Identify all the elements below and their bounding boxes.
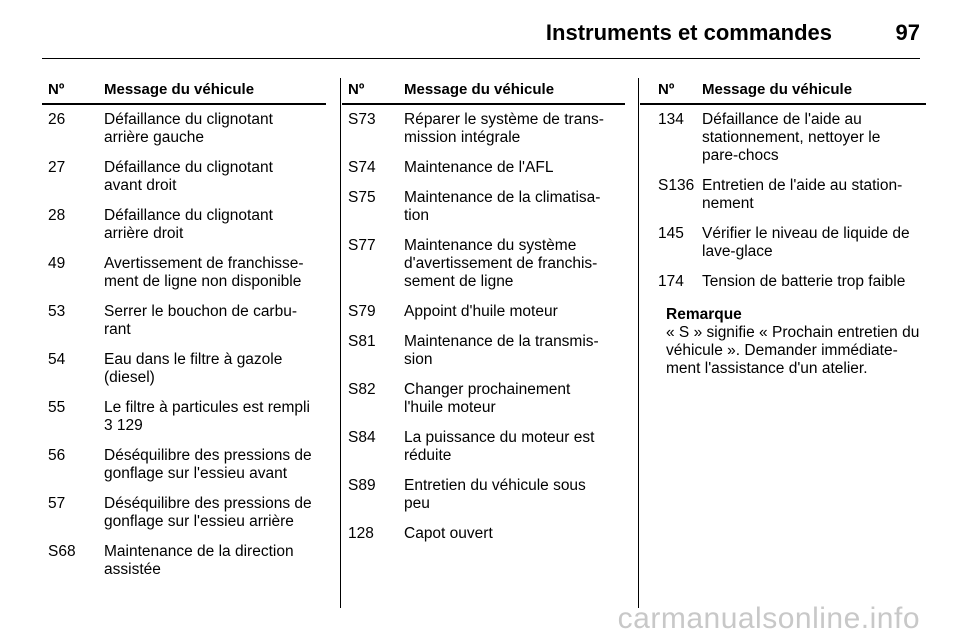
row-message: Eau dans le filtre à gazole (diesel) xyxy=(104,351,283,386)
row-message: Maintenance de l'AFL xyxy=(404,159,554,176)
row-message: Défaillance du clignotant arrière gauche xyxy=(104,111,273,146)
table-row xyxy=(342,111,625,147)
row-message: Le filtre à particules est rempli 3 129 xyxy=(104,399,310,434)
table-row xyxy=(640,111,926,165)
table-row xyxy=(42,447,326,483)
table-row xyxy=(42,111,326,147)
row-message: Défaillance du clignotant arrière droit xyxy=(104,207,273,242)
table-row xyxy=(342,333,625,369)
row-number: 26 xyxy=(48,111,66,128)
table-row xyxy=(342,429,625,465)
row-number: S84 xyxy=(348,429,376,446)
row-message: Défaillance de l'aide au stationnement, nettoyer le pare-chocs xyxy=(702,111,881,164)
table-row xyxy=(640,273,926,291)
row-number: 57 xyxy=(48,495,66,512)
table-row xyxy=(342,159,625,177)
remark-title: Remarque xyxy=(666,306,742,323)
table-column-1 xyxy=(42,80,326,591)
table-row xyxy=(42,543,326,579)
header-message: Message du véhicule xyxy=(104,81,255,98)
table-row xyxy=(342,525,625,543)
table-row xyxy=(342,303,625,321)
header-message: Message du véhicule xyxy=(702,81,853,98)
row-number: 128 xyxy=(348,525,374,542)
table-row xyxy=(342,189,625,225)
row-message: Vérifier le niveau de liquide de lave-glace xyxy=(702,225,910,260)
row-message: Maintenance du système d'avertissement de franchis- sement de ligne xyxy=(404,237,598,290)
header-number: Nº xyxy=(348,81,365,98)
row-message: Serrer le bouchon de carbu- rant xyxy=(104,303,298,338)
table-row xyxy=(42,207,326,243)
row-number: 56 xyxy=(48,447,66,464)
table-row xyxy=(640,177,926,213)
row-message: Tension de batterie trop faible xyxy=(702,273,906,290)
row-message: La puissance du moteur est réduite xyxy=(404,429,595,464)
row-message: Appoint d'huile moteur xyxy=(404,303,558,320)
row-message: Défaillance du clignotant avant droit xyxy=(104,159,273,194)
row-number: 134 xyxy=(658,111,684,128)
table-header xyxy=(42,80,326,105)
row-number: S68 xyxy=(48,543,76,560)
row-number: 145 xyxy=(658,225,684,242)
row-number: 54 xyxy=(48,351,66,368)
row-number: S136 xyxy=(658,177,695,194)
row-message: Maintenance de la transmis- sion xyxy=(404,333,599,368)
header-number: Nº xyxy=(48,81,65,98)
table-row xyxy=(42,255,326,291)
table-header xyxy=(342,80,625,105)
row-number: 28 xyxy=(48,207,66,224)
row-number: 53 xyxy=(48,303,66,320)
row-number: S81 xyxy=(348,333,376,350)
column-divider xyxy=(340,78,341,608)
row-message: Maintenance de la climatisa- tion xyxy=(404,189,601,224)
row-message: Déséquilibre des pressions de gonflage sur l'essieu avant xyxy=(104,447,312,482)
table-column-3 xyxy=(640,80,926,303)
remark-text: « S » signifie « Prochain entretien du véhicule ». Demander immédiate- ment l'assistance d'un atelier. xyxy=(666,324,920,377)
row-number: S82 xyxy=(348,381,376,398)
table-row xyxy=(640,225,926,261)
table-row xyxy=(42,303,326,339)
table-row xyxy=(42,495,326,531)
row-number: 55 xyxy=(48,399,66,416)
page-number: 97 xyxy=(895,20,920,45)
row-number: S89 xyxy=(348,477,376,494)
row-message: Entretien du véhicule sous peu xyxy=(404,477,586,512)
row-number: 174 xyxy=(658,273,684,290)
row-message: Entretien de l'aide au station- nement xyxy=(702,177,903,212)
row-message: Réparer le système de trans- mission intégrale xyxy=(404,111,604,146)
row-number: 27 xyxy=(48,159,66,176)
table-row xyxy=(42,399,326,435)
row-message: Maintenance de la direction assistée xyxy=(104,543,294,578)
row-message: Changer prochainement l'huile moteur xyxy=(404,381,571,416)
row-message: Déséquilibre des pressions de gonflage sur l'essieu arrière xyxy=(104,495,312,530)
watermark: carmanualsonline.info xyxy=(617,602,920,635)
row-number: S73 xyxy=(348,111,376,128)
table-row xyxy=(42,351,326,387)
page-header-title: Instruments et commandes xyxy=(545,20,832,45)
table-row xyxy=(342,381,625,417)
row-message: Avertissement de franchisse- ment de ligne non disponible xyxy=(104,255,304,290)
table-header xyxy=(640,80,926,105)
table-row xyxy=(342,237,625,291)
row-message: Capot ouvert xyxy=(404,525,493,542)
row-number: S74 xyxy=(348,159,376,176)
header-number: Nº xyxy=(658,81,675,98)
header-message: Message du véhicule xyxy=(404,81,555,98)
column-divider xyxy=(638,78,639,608)
table-row xyxy=(42,159,326,195)
header-rule xyxy=(42,58,920,59)
table-row xyxy=(342,477,625,513)
row-number: S77 xyxy=(348,237,376,254)
row-number: S79 xyxy=(348,303,376,320)
row-number: S75 xyxy=(348,189,376,206)
row-number: 49 xyxy=(48,255,66,272)
table-column-2 xyxy=(342,80,625,555)
